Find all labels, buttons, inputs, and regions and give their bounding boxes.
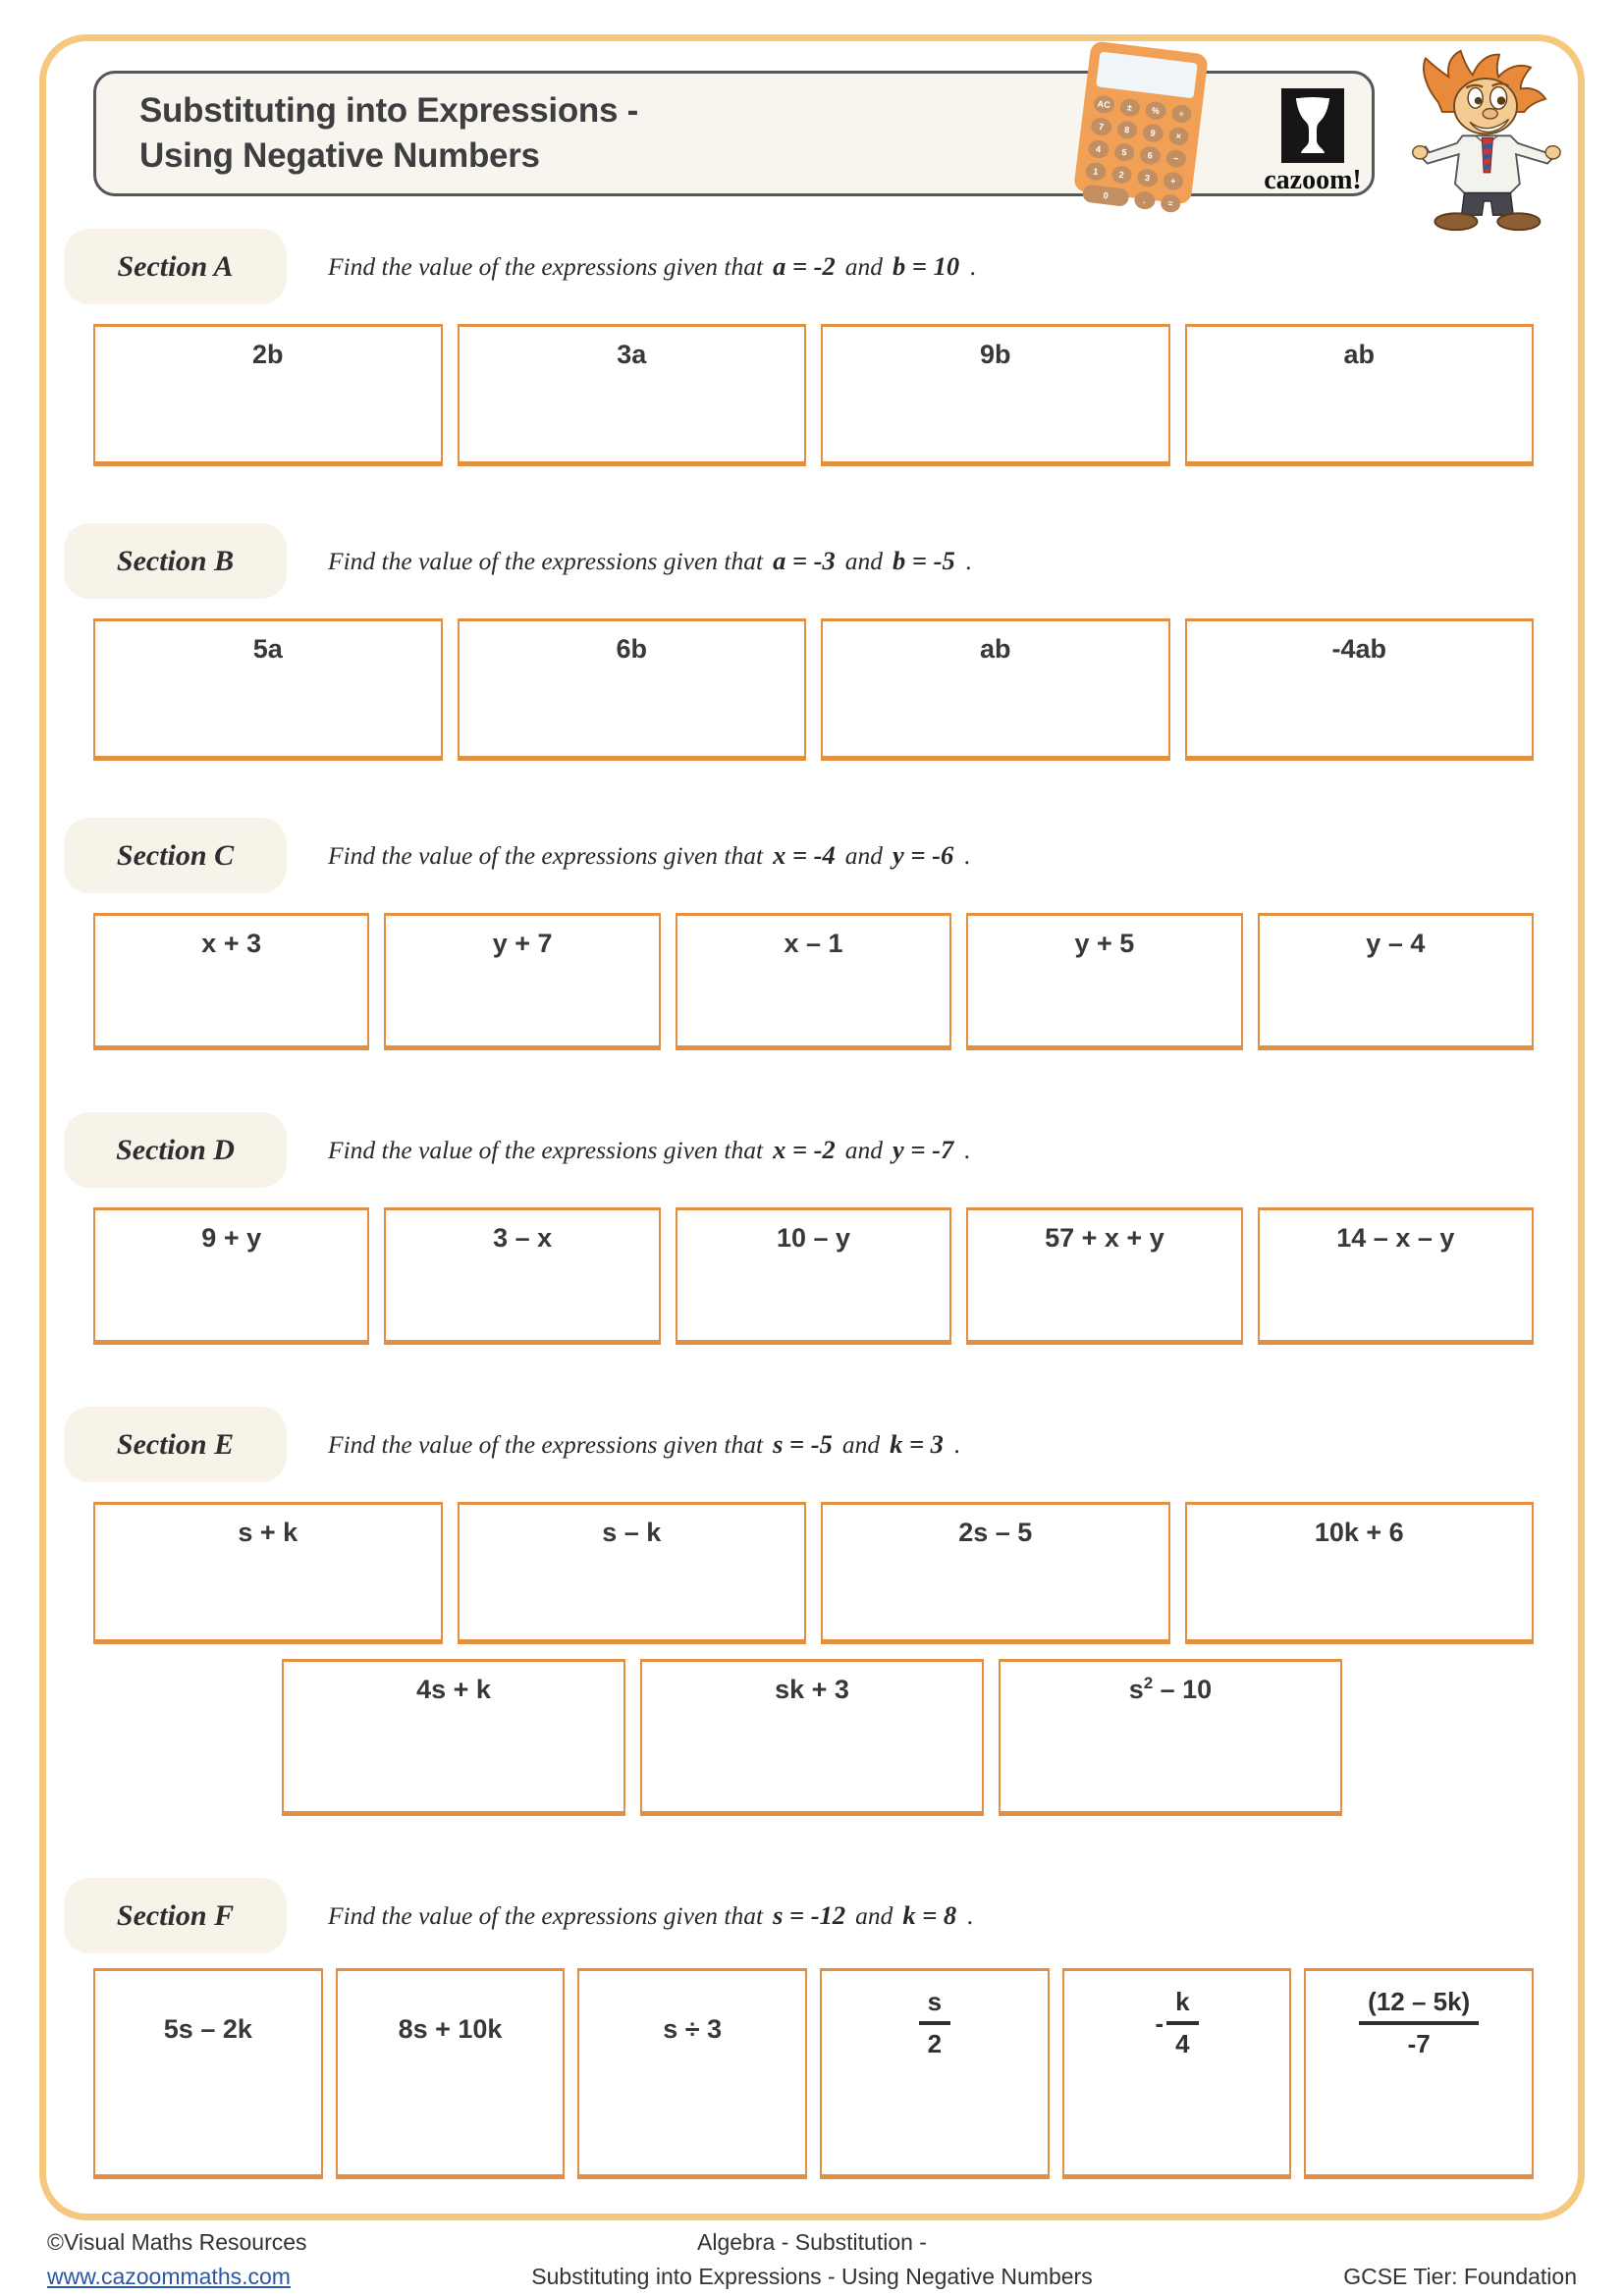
section-c	[46, 818, 1578, 1050]
expression: ab	[979, 634, 1011, 664]
calculator-keys	[1082, 94, 1193, 213]
answer-box	[676, 1207, 951, 1345]
calculator-screen	[1096, 51, 1198, 98]
answer-box	[640, 1659, 984, 1816]
expression-rest: – 10	[1153, 1675, 1213, 1704]
section-f-boxes	[46, 1968, 1578, 2179]
assignment-2: k = 3	[890, 1429, 944, 1459]
expression: 10k + 6	[1314, 1518, 1404, 1547]
worksheet-header	[46, 41, 1578, 229]
section-d-instruction	[328, 1135, 971, 1165]
expression: x – 1	[784, 929, 843, 958]
section-d-header	[64, 1112, 1578, 1188]
section-b-instruction	[328, 546, 972, 576]
instruction-period: .	[964, 1136, 971, 1164]
section-c-header	[64, 818, 1578, 893]
page-title-line1: Substituting into Expressions -	[139, 91, 638, 130]
expression: s – k	[602, 1518, 662, 1547]
expression: 3 – x	[493, 1223, 553, 1253]
calculator-key: 4	[1087, 139, 1110, 159]
answer-box	[93, 324, 443, 466]
calculator-key: 1	[1085, 162, 1108, 182]
expression: sk + 3	[775, 1675, 849, 1704]
section-e-label: Section E	[64, 1407, 287, 1482]
expression-fraction	[919, 1987, 950, 2059]
instruction-and: and	[844, 547, 884, 575]
calculator-key: 2	[1110, 165, 1133, 185]
answer-box	[1185, 1502, 1535, 1644]
section-f-instruction	[328, 1900, 974, 1931]
answer-box	[999, 1659, 1342, 1816]
calculator-key: +	[1162, 171, 1184, 190]
expression: s ÷ 3	[663, 2014, 723, 2044]
answer-box	[458, 1502, 807, 1644]
instruction-text: Find the value of the expressions given that	[328, 547, 764, 575]
instruction-period: .	[953, 1430, 961, 1459]
mascot-character	[1403, 49, 1568, 234]
instruction-period: .	[965, 547, 973, 575]
expression: x + 3	[201, 929, 262, 958]
page-footer	[0, 2230, 1624, 2293]
answer-box	[336, 1968, 566, 2179]
expression	[1129, 1675, 1212, 1705]
calculator-key: 6	[1139, 145, 1162, 165]
calculator-key: %	[1145, 101, 1167, 121]
footer-center	[531, 2225, 1092, 2293]
answer-box	[93, 1968, 323, 2179]
answer-box	[93, 618, 443, 761]
calculator-key: −	[1164, 148, 1187, 168]
fraction-numerator: (12 – 5k)	[1359, 1987, 1479, 2025]
assignment-2: b = -5	[893, 546, 955, 575]
section-b-boxes	[46, 618, 1578, 761]
instruction-text: Find the value of the expressions given that	[328, 841, 764, 870]
fraction-denominator: 4	[1175, 2029, 1190, 2058]
answer-box	[458, 618, 807, 761]
calculator-key: 8	[1115, 120, 1138, 139]
instruction-and: and	[844, 252, 884, 281]
answer-box	[821, 324, 1170, 466]
section-e-header	[64, 1407, 1578, 1482]
expression: 8s + 10k	[398, 2014, 503, 2044]
cazoom-drum-icon	[1281, 88, 1344, 163]
expression: 10 – y	[776, 1223, 851, 1253]
expression: 6b	[616, 634, 647, 664]
expression: -4ab	[1331, 634, 1387, 664]
section-c-boxes	[46, 913, 1578, 1050]
section-e-instruction	[328, 1429, 960, 1460]
answer-box	[1185, 618, 1535, 761]
instruction-period: .	[967, 1901, 974, 1930]
answer-box	[821, 1502, 1170, 1644]
answer-box	[458, 324, 807, 466]
assignment-1: x = -4	[773, 840, 836, 870]
section-b	[46, 523, 1578, 761]
calculator-key: 9	[1142, 123, 1164, 142]
calculator-key: 7	[1090, 117, 1112, 136]
expression-fraction	[1359, 1987, 1479, 2059]
section-d-boxes	[46, 1207, 1578, 1345]
answer-box	[282, 1659, 625, 1816]
footer-left	[47, 2225, 307, 2293]
fraction-numerator: s	[919, 1987, 950, 2025]
answer-box	[93, 1207, 369, 1345]
section-d-label: Section D	[64, 1112, 287, 1188]
answer-box	[966, 913, 1242, 1050]
expression: 3a	[617, 340, 647, 369]
assignment-2: y = -7	[893, 1135, 954, 1164]
section-a-boxes	[46, 324, 1578, 466]
answer-box	[966, 1207, 1242, 1345]
fraction-numerator: k	[1166, 1987, 1198, 2025]
calculator-key: ×	[1167, 127, 1190, 146]
section-a-header	[64, 229, 1578, 304]
expression-exponent: 2	[1143, 1674, 1154, 1692]
expression: 4s + k	[416, 1675, 491, 1704]
expression: y + 7	[492, 929, 553, 958]
expression: 9b	[979, 340, 1011, 369]
section-d	[46, 1112, 1578, 1345]
section-c-label: Section C	[64, 818, 287, 893]
cazoom-logo	[1249, 88, 1377, 196]
expression: 57 + x + y	[1045, 1223, 1164, 1253]
answer-box	[93, 913, 369, 1050]
cazoom-logo-text: cazoom!	[1264, 165, 1362, 195]
copyright-text: ©Visual Maths Resources	[47, 2229, 307, 2255]
calculator-icon	[1073, 40, 1209, 209]
instruction-and: and	[855, 1901, 893, 1930]
section-f	[46, 1878, 1578, 2179]
assignment-1: a = -3	[773, 546, 836, 575]
assignment-2: k = 8	[902, 1900, 957, 1930]
expression: s + k	[238, 1518, 298, 1547]
section-a-instruction	[328, 251, 977, 282]
instruction-text: Find the value of the expressions given that	[328, 1430, 764, 1459]
section-f-header	[64, 1878, 1578, 1953]
fraction-denominator: 2	[927, 2029, 943, 2058]
instruction-period: .	[970, 252, 977, 281]
answer-box	[1185, 324, 1535, 466]
expression: 14 – x – y	[1336, 1223, 1455, 1253]
assignment-1: s = -5	[773, 1429, 833, 1459]
section-a	[46, 229, 1578, 466]
page-title-line2: Using Negative Numbers	[139, 136, 540, 176]
answer-box	[821, 618, 1170, 761]
footer-topic-line2: Substituting into Expressions - Using Negative Numbers	[531, 2263, 1093, 2289]
calculator-key: 3	[1136, 168, 1159, 187]
expression: 5a	[252, 634, 283, 664]
calculator-key: ±	[1118, 97, 1141, 117]
instruction-period: .	[964, 841, 971, 870]
instruction-text: Find the value of the expressions given that	[328, 1136, 764, 1164]
calculator-key: 5	[1113, 142, 1136, 162]
expression: 2b	[251, 340, 284, 369]
website-link[interactable]: www.cazoommaths.com	[47, 2263, 291, 2289]
calculator-key: 0	[1082, 184, 1130, 207]
expression: y – 4	[1366, 929, 1426, 958]
answer-box	[1258, 1207, 1534, 1345]
expression: y + 5	[1074, 929, 1135, 958]
calculator-key: AC	[1093, 94, 1115, 114]
calculator-key: .	[1133, 190, 1156, 210]
assignment-1: a = -2	[773, 251, 836, 281]
calculator-key: =	[1160, 193, 1182, 213]
instruction-text: Find the value of the expressions given that	[328, 252, 764, 281]
assignment-2: y = -6	[893, 840, 954, 870]
fraction-sign: -	[1155, 2007, 1164, 2038]
expression: ab	[1343, 340, 1375, 369]
instruction-and: and	[841, 1430, 881, 1459]
assignment-2: b = 10	[893, 251, 960, 281]
section-c-instruction	[328, 840, 971, 871]
section-a-label: Section A	[64, 229, 287, 304]
calculator-key: ÷	[1170, 104, 1193, 124]
expression: 9 + y	[201, 1223, 262, 1253]
section-e	[46, 1407, 1578, 1816]
answer-box	[577, 1968, 807, 2179]
expression-base: s	[1128, 1675, 1144, 1704]
section-f-label: Section F	[64, 1878, 287, 1953]
section-e-boxes-row1	[46, 1502, 1578, 1644]
answer-box	[93, 1502, 443, 1644]
section-e-boxes-row2	[282, 1659, 1342, 1816]
expression: 2s – 5	[958, 1518, 1033, 1547]
assignment-1: s = -12	[773, 1900, 846, 1930]
answer-box	[384, 913, 660, 1050]
answer-box	[820, 1968, 1050, 2179]
fraction-denominator: -7	[1407, 2029, 1431, 2058]
instruction-and: and	[844, 841, 884, 870]
instruction-text: Find the value of the expressions given that	[328, 1901, 764, 1930]
expression: 5s – 2k	[163, 2014, 252, 2044]
answer-box	[676, 913, 951, 1050]
expression-fraction	[1155, 1987, 1198, 2059]
answer-box	[1258, 913, 1534, 1050]
footer-topic-line1: Algebra - Substitution -	[697, 2229, 927, 2255]
answer-box	[1062, 1968, 1292, 2179]
footer-tier: GCSE Tier: Foundation	[1343, 2263, 1577, 2289]
answer-box	[1304, 1968, 1534, 2179]
worksheet-border	[39, 34, 1585, 2220]
section-b-header	[64, 523, 1578, 599]
instruction-and: and	[844, 1136, 884, 1164]
assignment-1: x = -2	[773, 1135, 836, 1164]
answer-box	[384, 1207, 660, 1345]
section-b-label: Section B	[64, 523, 287, 599]
